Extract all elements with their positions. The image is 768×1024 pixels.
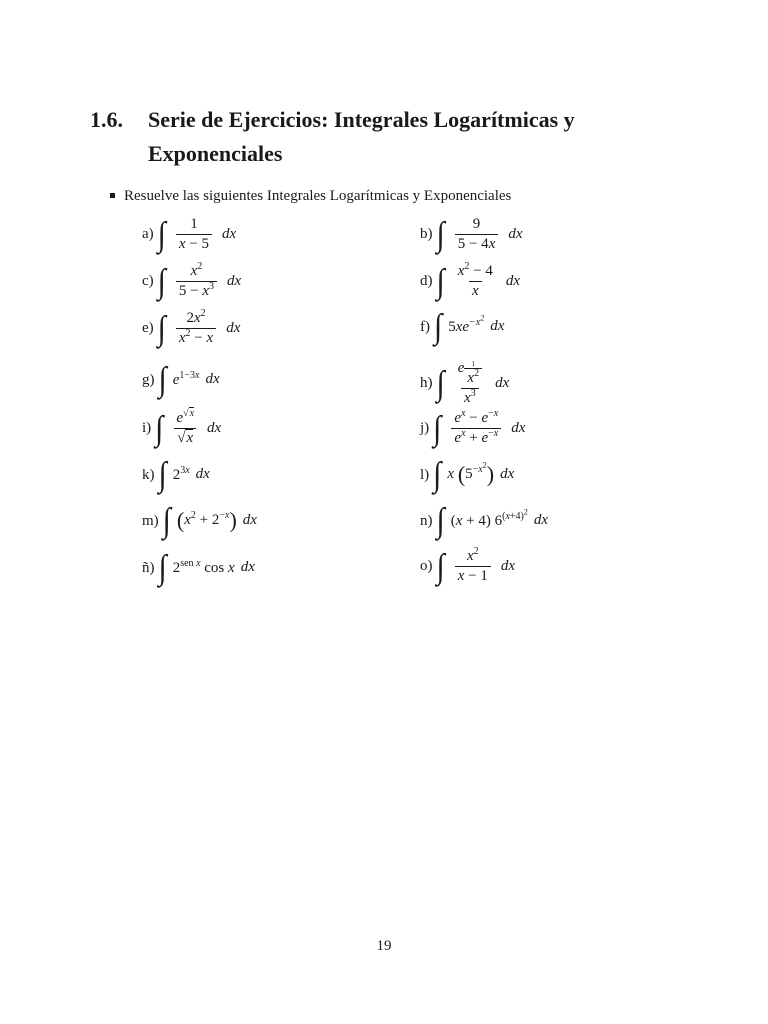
integrand: (x + 4) $6^{(x+4)^2}$ <box>450 507 528 529</box>
exercise-g <box>142 360 220 399</box>
exercise-o <box>420 548 515 585</box>
integral-sign: ∫ <box>158 548 167 587</box>
differential: dx <box>495 374 510 391</box>
differential: dx <box>205 371 220 388</box>
exercise-label: d) <box>420 273 433 289</box>
fraction: $\frac{x^2}{5 - x^3}$ <box>176 263 217 300</box>
fraction: $\frac{x^2}{x - 1}$ <box>455 548 491 585</box>
integral-sign: ∫ <box>436 363 445 402</box>
integrand: $e^{1-3x}$ <box>172 369 200 388</box>
fraction: $\frac{2x^2}{x^2 - x}$ <box>176 310 216 347</box>
fraction: $\frac{1}{x - 5}$ <box>176 216 212 253</box>
section-number: 1.6. <box>90 107 123 132</box>
differential: dx <box>533 512 549 529</box>
exercise-k <box>142 455 210 494</box>
integral-sign: ∫ <box>158 360 167 399</box>
exercise-label: i) <box>142 420 152 436</box>
integrand: $(x^2 + 2^{-x})$ <box>176 508 237 533</box>
bullet-icon <box>110 193 115 198</box>
differential: dx <box>511 419 526 436</box>
exercise-label: ñ) <box>142 559 155 576</box>
fraction: $\frac{e^{√x}}{√x}$ <box>173 410 197 447</box>
differential: dx <box>195 466 210 483</box>
integral-sign: ∫ <box>433 455 442 494</box>
differential: dx <box>500 466 515 483</box>
exercise-label: a) <box>142 226 154 242</box>
instruction-item <box>110 188 511 205</box>
integral-sign: ∫ <box>158 455 167 494</box>
integral-sign: ∫ <box>162 501 171 540</box>
section-title: Serie de Ejercicios: Integrales Logarítmicas y Exponenciales <box>148 107 575 166</box>
fraction: e 1 $x^2$ $x^3$ <box>455 360 485 407</box>
integral-sign: ∫ <box>436 261 445 300</box>
exercise-j <box>420 410 525 447</box>
exercise-label: n) <box>420 512 433 529</box>
differential: dx <box>508 225 523 242</box>
exercise-label: e) <box>142 320 154 336</box>
fraction: $\frac{x^2 - 4}{x}$ <box>457 261 493 299</box>
exercise-a <box>142 216 236 253</box>
differential: dx <box>500 557 516 574</box>
differential: dx <box>226 319 241 336</box>
fraction: $\frac{9}{5 - 4x}$ <box>455 216 499 253</box>
fraction: $\frac{e^x - e^{-x}}{e^x + e^{-x}}$ <box>451 410 501 447</box>
exercise-h <box>420 360 509 407</box>
exercise-l <box>420 455 515 494</box>
exercise-label: o) <box>420 558 433 574</box>
integrand: $2^{sen x}$ cos x <box>172 557 235 576</box>
exercise-label: j) <box>420 420 430 436</box>
exercise-label: c) <box>142 273 154 289</box>
integral-sign: ∫ <box>434 307 443 346</box>
differential: dx <box>227 272 242 289</box>
differential: dx <box>505 272 521 289</box>
instruction-text: Resuelve las siguientes Integrales Logarítmicas y Exponenciales <box>124 188 512 204</box>
exercise-f <box>420 307 505 346</box>
integral-sign: ∫ <box>436 214 445 253</box>
integral-sign: ∫ <box>157 308 166 347</box>
differential: dx <box>222 225 237 242</box>
exercise-label: l) <box>420 466 430 483</box>
differential: dx <box>207 419 222 436</box>
integral-sign: ∫ <box>433 408 442 447</box>
integral-sign: ∫ <box>436 546 445 585</box>
exercise-label: f) <box>420 318 430 335</box>
exercise-label: b) <box>420 226 433 242</box>
exercise-label: h) <box>420 375 433 391</box>
integrand: $2^{3x}$ <box>172 464 190 483</box>
differential: dx <box>240 559 255 576</box>
exercise-b <box>420 216 523 253</box>
exercise-ntilde <box>142 548 255 587</box>
exercise-label: g) <box>142 371 155 388</box>
integrand: x $(5^{-x^2})$ <box>447 461 495 487</box>
integrand: $5xe^{-x^2}$ <box>448 313 485 335</box>
exercise-d <box>420 263 520 300</box>
integral-sign: ∫ <box>157 214 166 253</box>
exercise-c <box>142 263 241 300</box>
integral-sign: ∫ <box>155 408 164 447</box>
differential: dx <box>242 512 257 529</box>
page-number: 19 <box>376 938 392 954</box>
integral-sign: ∫ <box>436 501 445 540</box>
exercise-m <box>142 501 257 540</box>
exercise-label: m) <box>142 512 159 529</box>
exercise-n <box>420 501 549 540</box>
integral-sign: ∫ <box>157 261 166 300</box>
exercise-label: k) <box>142 466 155 483</box>
exercise-i <box>142 410 221 447</box>
exercise-e <box>142 310 240 347</box>
differential: dx <box>490 318 505 335</box>
